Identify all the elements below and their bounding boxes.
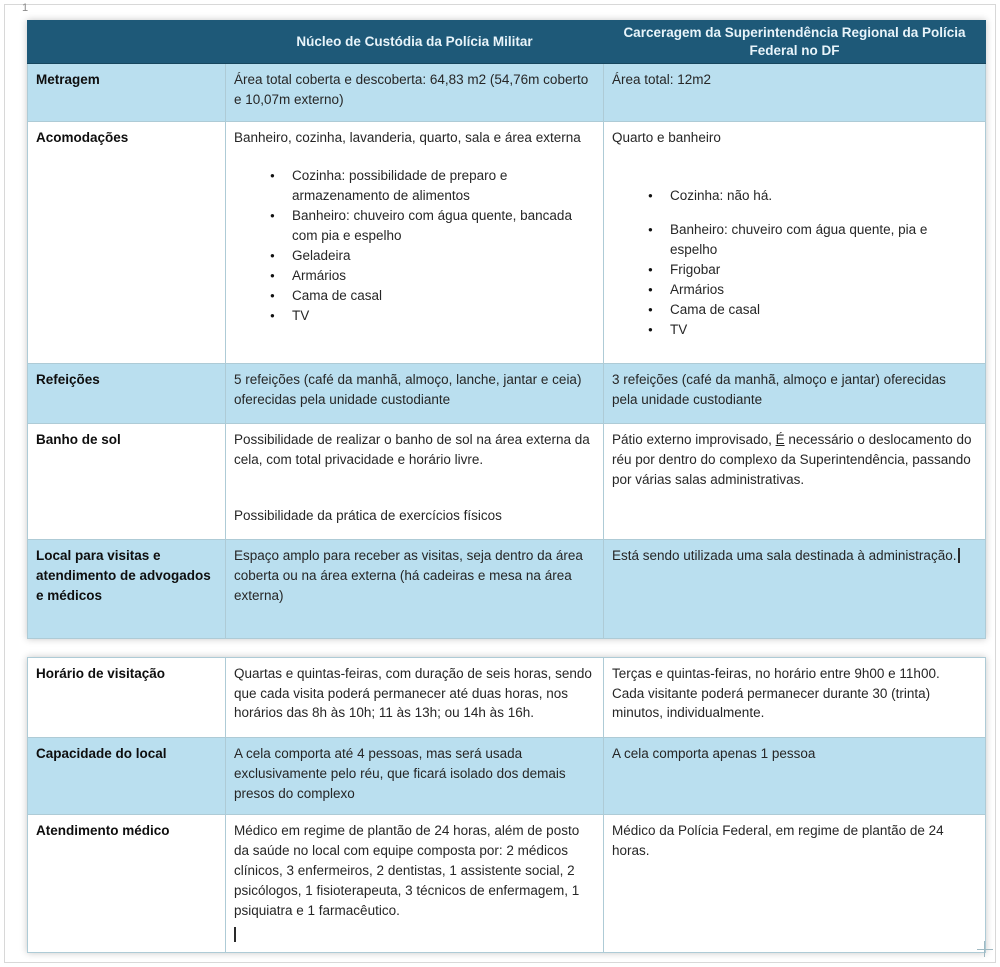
underlined-letter: É <box>775 432 785 447</box>
cell-pf-horario[interactable]: Terças e quintas-feiras, no horário entre 9h00 e 11h00. Cada visitante poderá permanecer durante 30 (trinta) minutos, individualmente. <box>604 658 986 738</box>
bullet-list-pf <box>612 186 975 340</box>
text-cursor <box>958 548 960 563</box>
header-row <box>28 21 986 64</box>
table-row-acomodacoes <box>28 122 986 364</box>
bullet-item: ● Geladeira <box>270 246 593 266</box>
bullet-item: ● Armários <box>270 266 593 286</box>
row-label-banho-de-sol[interactable]: Banho de sol <box>28 424 226 540</box>
row-label-refeicoes[interactable]: Refeições <box>28 364 226 424</box>
row-label-acomodacoes[interactable]: Acomodações <box>28 122 226 364</box>
bullet-item: ● Banheiro: chuveiro com água quente, bancada com pia e espelho <box>270 206 593 246</box>
text-segment: Pátio externo improvisado, <box>612 432 776 447</box>
table-corner-mark <box>977 949 993 950</box>
table-row-horario-visitacao <box>28 658 986 738</box>
document-body <box>27 20 985 953</box>
table-row-banho-de-sol <box>28 424 986 540</box>
cell-pm-metragem[interactable]: Área total coberta e descoberta: 64,83 m2 (54,76m coberto e 10,07m externo) <box>226 64 604 122</box>
row-label-capacidade[interactable]: Capacidade do local <box>28 738 226 815</box>
bullet-item: ● Cozinha: possibilidade de preparo e armazenamento de alimentos <box>270 166 593 206</box>
row-label-horario-visitacao[interactable]: Horário de visitação <box>28 658 226 738</box>
header-empty-cell[interactable] <box>28 21 226 64</box>
cell-pm-banho-de-sol[interactable] <box>226 424 604 540</box>
cell-pm-horario[interactable]: Quartas e quintas-feiras, com duração de seis horas, sendo que cada visita poderá permanecer até duas horas, nos horários das 8h às 10h; 11 às 13h; ou 14h às 16h. <box>226 658 604 738</box>
text-segment: Está sendo utilizada uma sala destinada à administração. <box>612 548 957 563</box>
cell-pf-local-visitas[interactable] <box>604 540 986 639</box>
cell-paragraph: Possibilidade da prática de exercícios físicos <box>234 508 502 523</box>
bullet-item: ● Frigobar <box>648 260 975 280</box>
table-row-atendimento-medico <box>28 815 986 953</box>
bullet-item: ● Armários <box>648 280 975 300</box>
cell-pf-acomodacoes[interactable] <box>604 122 986 364</box>
bullet-item: ● Banheiro: chuveiro com água quente, pia e espelho <box>648 220 975 260</box>
table-row-metragem <box>28 64 986 122</box>
table-row-refeicoes <box>28 364 986 424</box>
table-row-local-visitas <box>28 540 986 639</box>
comparison-table-lower <box>27 657 986 953</box>
cell-paragraph <box>612 546 975 566</box>
row-label-metragem[interactable]: Metragem <box>28 64 226 122</box>
cell-pm-refeicoes[interactable]: 5 refeições (café da manhã, almoço, lanche, jantar e ceia) oferecidas pela unidade custodiante <box>226 364 604 424</box>
table-row-capacidade <box>28 738 986 815</box>
text-cursor <box>234 927 236 942</box>
bullet-item: ● Cama de casal <box>270 286 593 306</box>
cell-pf-capacidade[interactable]: A cela comporta apenas 1 pessoa <box>604 738 986 815</box>
cell-paragraph: Médico em regime de plantão de 24 horas, além de posto da saúde no local com equipe composta por: 2 médicos clínicos, 3 enfermeiros, 2 dentistas, 1 assistente social, 2 psicólogos, 1 fisioterapeuta, 3 técnicos de enfermagem, 1 psiquiatra e 1 farmacêutico. <box>234 823 580 918</box>
cell-pf-refeicoes[interactable]: 3 refeições (café da manhã, almoço e jantar) oferecidas pela unidade custodiante <box>604 364 986 424</box>
bullet-item: ● TV <box>270 306 593 326</box>
cell-paragraph: Possibilidade de realizar o banho de sol na área externa da cela, com total privacidade e horário livre. <box>234 432 590 467</box>
cell-pf-banho-de-sol[interactable] <box>604 424 986 540</box>
row-label-atendimento-medico[interactable]: Atendimento médico <box>28 815 226 953</box>
row-label-local-visitas[interactable]: Local para visitas e atendimento de advogados e médicos <box>28 540 226 639</box>
cell-pm-atendimento[interactable] <box>226 815 604 953</box>
cell-pf-atendimento[interactable]: Médico da Polícia Federal, em regime de plantão de 24 horas. <box>604 815 986 953</box>
bullet-item: ● Cama de casal <box>648 300 975 320</box>
cell-pm-acomodacoes[interactable] <box>226 122 604 364</box>
cell-intro-text: Quarto e banheiro <box>612 130 721 145</box>
bullet-item: ● Cozinha: não há. <box>648 186 975 206</box>
page-number-mark: 1 <box>22 2 29 14</box>
header-policia-federal[interactable]: Carceragem da Superintendência Regional da Polícia Federal no DF <box>604 21 986 64</box>
comparison-table-upper <box>27 20 986 639</box>
text-segment: necessário o deslocamento do réu por dentro do complexo da Superintendência, passando por várias salas administrativas. <box>612 432 972 487</box>
bullet-item: ● TV <box>648 320 975 340</box>
cell-pf-metragem[interactable]: Área total: 12m2 <box>604 64 986 122</box>
cell-paragraph <box>612 430 975 490</box>
cell-intro-text: Banheiro, cozinha, lavanderia, quarto, sala e área externa <box>234 130 581 145</box>
bullet-list-pm <box>234 166 593 326</box>
cell-pm-local-visitas[interactable]: Espaço amplo para receber as visitas, seja dentro da área coberta ou na área externa (há cadeiras e mesa na área externa) <box>226 540 604 639</box>
table-corner-mark <box>984 941 985 957</box>
header-policia-militar[interactable]: Núcleo de Custódia da Polícia Militar <box>226 21 604 64</box>
cell-pm-capacidade[interactable]: A cela comporta até 4 pessoas, mas será usada exclusivamente pelo réu, que ficará isolado dos demais presos do complexo <box>226 738 604 815</box>
